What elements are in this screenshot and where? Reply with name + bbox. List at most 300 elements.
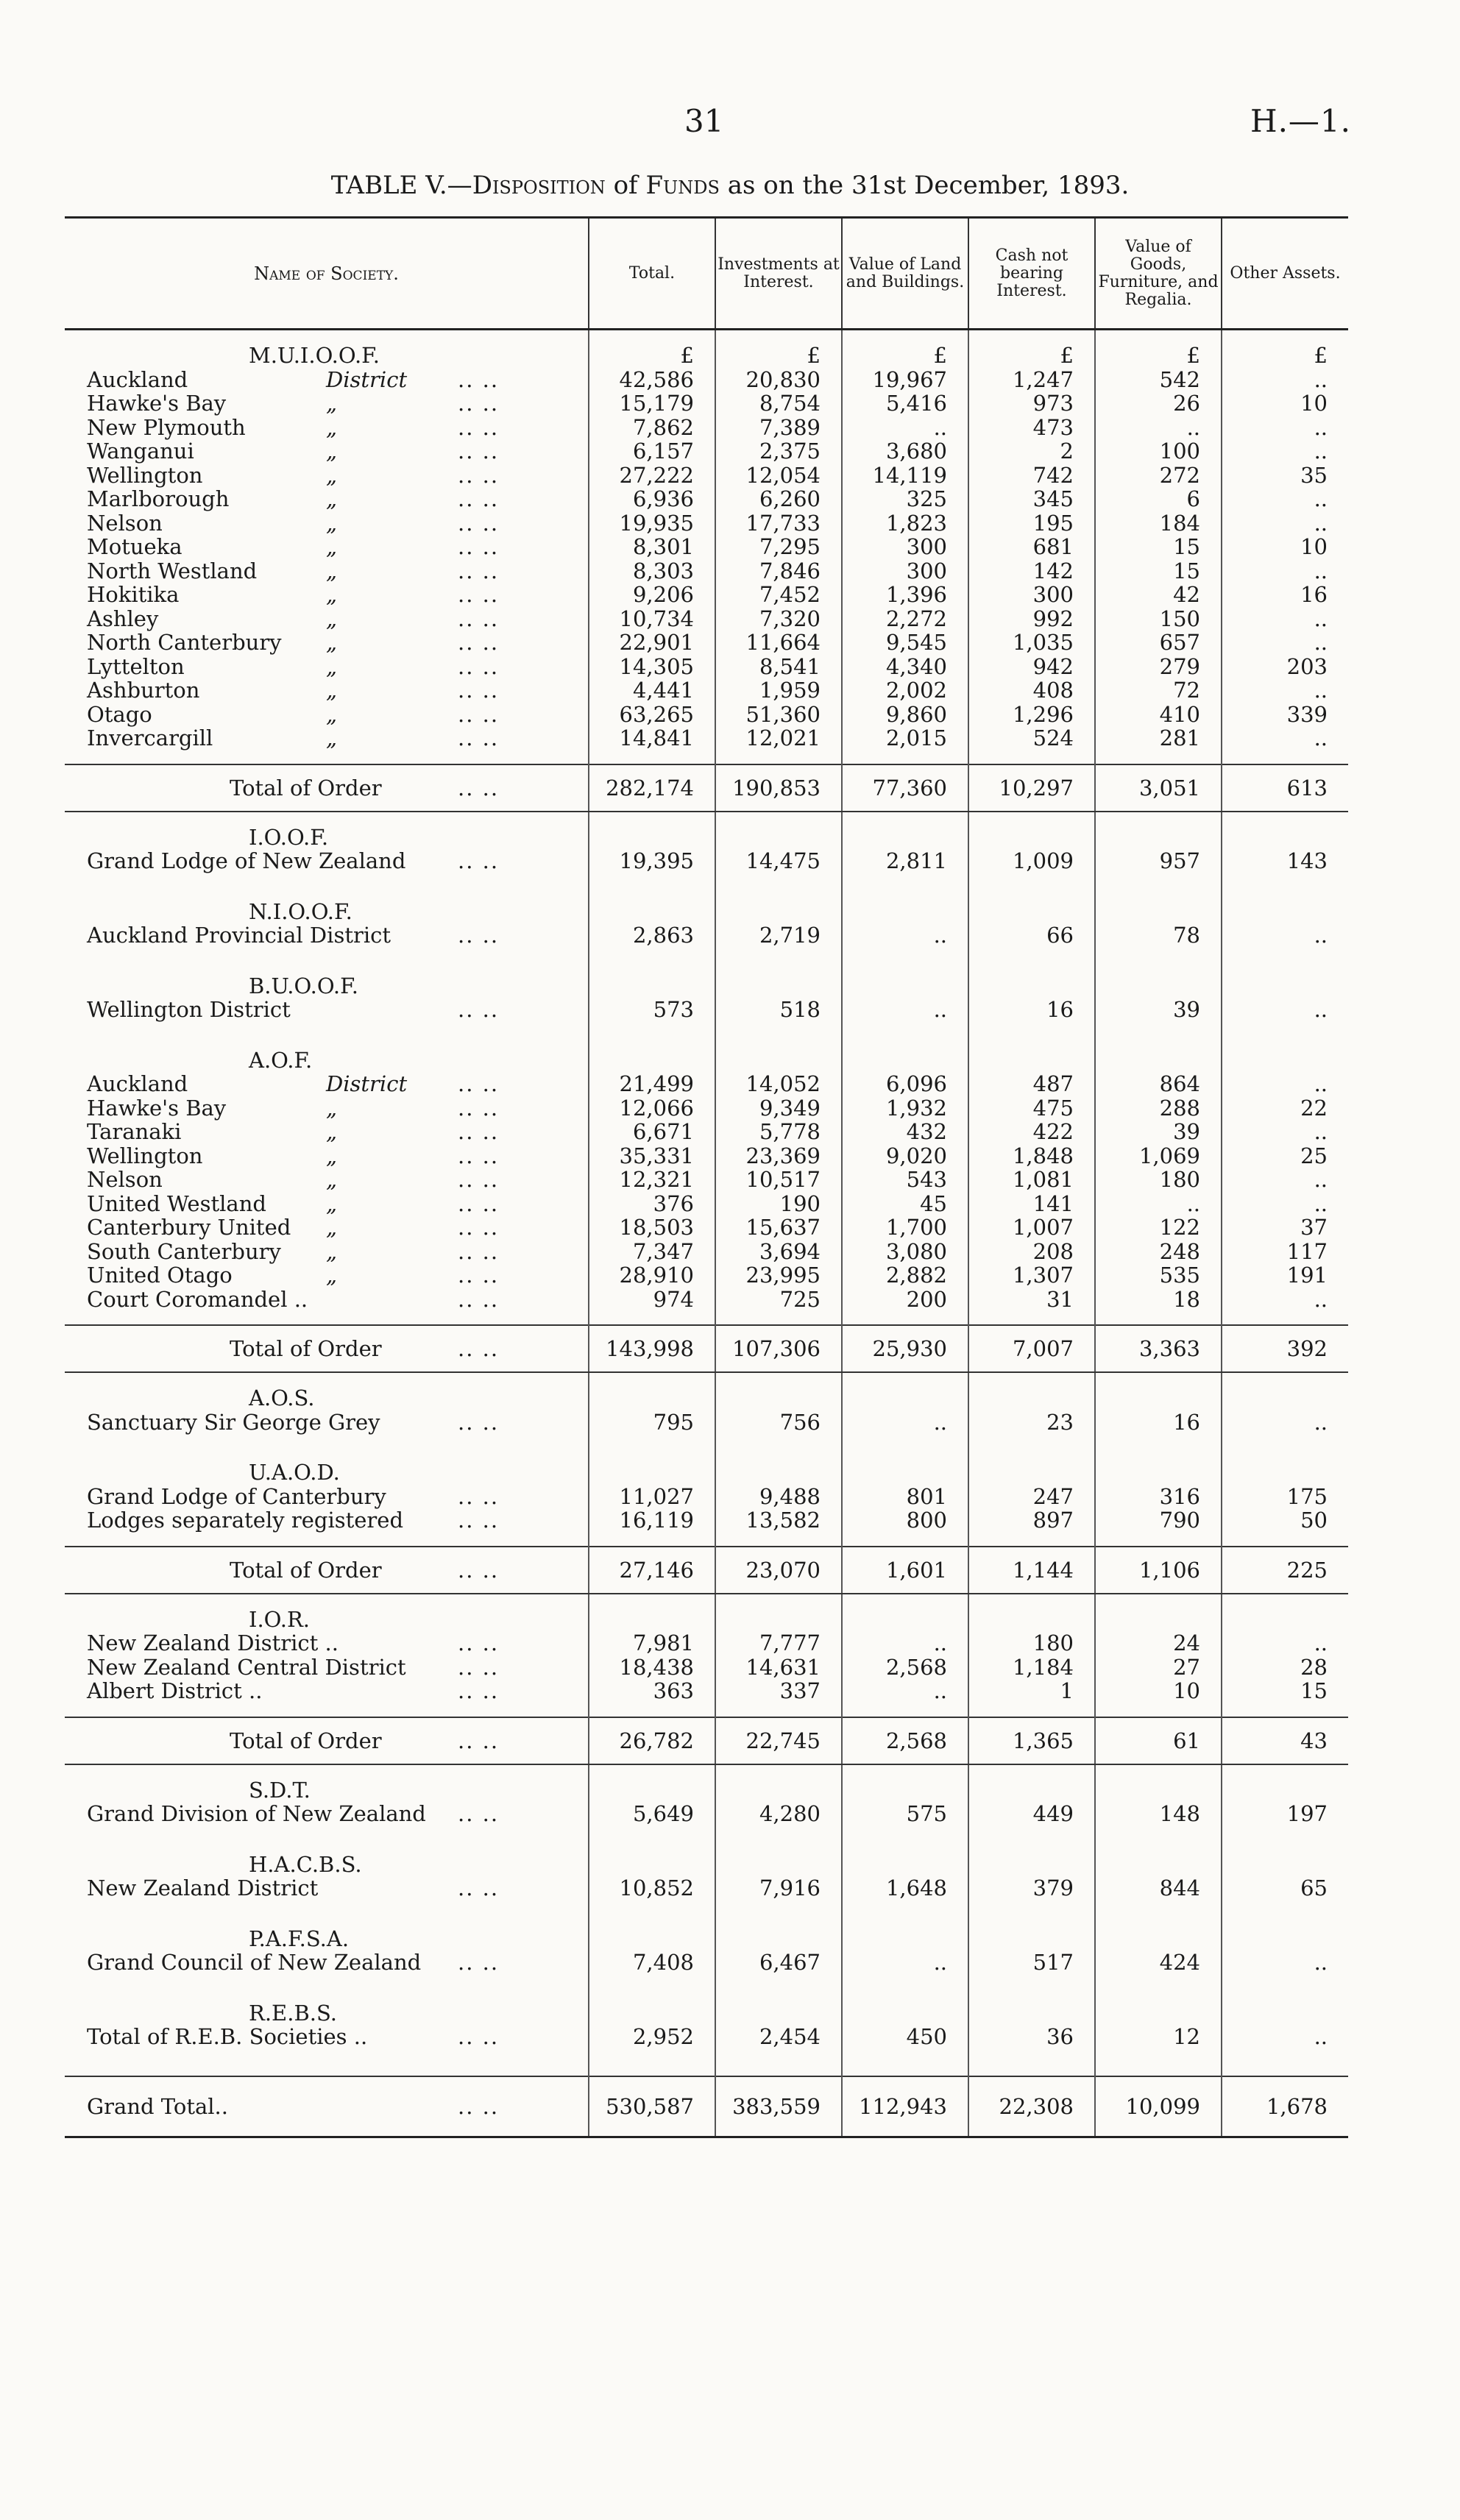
col-header-investments: Investments at Interest. — [715, 218, 842, 330]
cell-other: .. — [1222, 923, 1348, 948]
cell-cash: 31 — [968, 1288, 1095, 1312]
empty-cell — [715, 961, 842, 974]
empty-cell — [589, 1764, 715, 1778]
leader-dots: .. .. — [458, 1095, 500, 1121]
empty-cell — [968, 1703, 1095, 1717]
cell-inv: 7,777 — [715, 1631, 842, 1655]
empty-cell — [968, 1988, 1095, 2001]
cell-goods: 72 — [1095, 678, 1222, 703]
empty-cell — [1095, 1988, 1222, 2001]
empty-cell — [1222, 1460, 1348, 1485]
empty-cell — [715, 1703, 842, 1717]
cell-total: 10,734 — [589, 607, 715, 631]
cell-total: 7,347 — [589, 1240, 715, 1264]
spacer-row — [65, 2062, 1348, 2076]
cell-total: 12,066 — [589, 1096, 715, 1121]
cell-goods: 10,099 — [1095, 2076, 1222, 2137]
cell-land: 325 — [842, 487, 968, 511]
empty-cell — [968, 961, 1095, 974]
cell-goods: 281 — [1095, 726, 1222, 750]
cell-goods: 122 — [1095, 1215, 1222, 1240]
cell-other: .. — [1222, 511, 1348, 536]
empty-cell — [715, 1839, 842, 1853]
empty-cell — [1222, 961, 1348, 974]
cell-land: 19,967 — [842, 368, 968, 392]
spacer — [65, 1988, 589, 2001]
spacer-row — [65, 330, 1348, 344]
cell-total: 18,438 — [589, 1655, 715, 1680]
cell-land: 543 — [842, 1168, 968, 1192]
empty-cell — [589, 961, 715, 974]
cell-inv: 12,054 — [715, 464, 842, 488]
leader-dots: .. .. — [458, 1728, 500, 1753]
empty-cell — [715, 1434, 842, 1447]
cell-total: 18,503 — [589, 1215, 715, 1240]
leader-dots: .. .. — [458, 701, 500, 727]
cell-land: 77,360 — [842, 764, 968, 812]
empty-cell — [1222, 948, 1348, 961]
empty-cell — [842, 1764, 968, 1778]
spacer-row — [65, 1434, 1348, 1447]
empty-cell — [589, 1703, 715, 1717]
empty-cell — [589, 900, 715, 924]
empty-cell — [968, 1608, 1095, 1632]
spacer — [65, 1372, 589, 1386]
cell-inv: 7,916 — [715, 1876, 842, 1900]
cell-inv: 22,745 — [715, 1717, 842, 1764]
empty-cell — [842, 826, 968, 850]
empty-cell — [715, 1900, 842, 1914]
empty-cell — [1095, 974, 1222, 998]
row-name-cell — [65, 678, 589, 703]
empty-cell — [715, 1533, 842, 1547]
empty-cell — [1222, 1988, 1348, 2001]
row-name: Auckland Provincial District — [87, 923, 391, 948]
empty-cell — [968, 826, 1095, 850]
cell-other: .. — [1222, 439, 1348, 464]
cell-other: 65 — [1222, 1876, 1348, 1900]
leader-dots: .. .. — [458, 1654, 500, 1680]
cell-land: 800 — [842, 1508, 968, 1533]
cell-other: .. — [1222, 631, 1348, 655]
row-name-cell — [65, 726, 589, 750]
table-row — [65, 487, 1348, 511]
row-name-cell — [65, 1192, 589, 1216]
spacer — [65, 1022, 589, 1035]
col-header-goods: Value of Goods, Furniture, and Regalia. — [1095, 218, 1222, 330]
cell-other: .. — [1222, 1951, 1348, 1975]
cell-cash: 517 — [968, 1951, 1095, 1975]
empty-cell — [842, 2049, 968, 2062]
cell-total: 6,936 — [589, 487, 715, 511]
currency-symbol: £ — [842, 344, 968, 368]
section-heading-row — [65, 900, 1348, 924]
empty-cell — [1222, 1778, 1348, 1803]
cell-land: 1,648 — [842, 1876, 968, 1900]
cell-goods: 39 — [1095, 1120, 1222, 1144]
table-row — [65, 391, 1348, 416]
ditto-mark: „ — [326, 1167, 338, 1192]
table-row — [65, 1192, 1348, 1216]
cell-inv: 190 — [715, 1192, 842, 1216]
cell-total: 5,649 — [589, 1802, 715, 1826]
cell-land: .. — [842, 416, 968, 440]
spacer-row — [65, 887, 1348, 900]
cell-cash: 1,035 — [968, 631, 1095, 655]
cell-total: 2,952 — [589, 2025, 715, 2049]
empty-cell — [1095, 873, 1222, 887]
table-row — [65, 1802, 1348, 1826]
cell-land: 575 — [842, 1802, 968, 1826]
leader-dots: .. .. — [458, 1557, 500, 1583]
spacer-row — [65, 1975, 1348, 1988]
empty-cell — [715, 887, 842, 900]
funds-table — [65, 216, 1348, 2138]
leader-dots: .. .. — [458, 1286, 500, 1312]
cell-total: 19,395 — [589, 849, 715, 873]
cell-other: 143 — [1222, 849, 1348, 873]
cell-goods: 148 — [1095, 1802, 1222, 1826]
empty-cell — [1222, 1533, 1348, 1547]
empty-cell — [715, 1035, 842, 1048]
cell-inv: 756 — [715, 1410, 842, 1435]
cell-land: 1,601 — [842, 1547, 968, 1594]
empty-cell — [1222, 1048, 1348, 1073]
empty-cell — [1222, 1594, 1348, 1608]
table-row — [65, 1240, 1348, 1264]
cell-inv: 4,280 — [715, 1802, 842, 1826]
funds-table-wrapper — [65, 216, 1348, 2138]
empty-cell — [715, 1608, 842, 1632]
row-name-cell — [65, 1679, 589, 1703]
spacer — [65, 1839, 589, 1853]
cell-goods: 3,051 — [1095, 764, 1222, 812]
leader-dots: .. .. — [458, 534, 500, 559]
spacer — [65, 2049, 589, 2062]
cell-goods: 39 — [1095, 998, 1222, 1022]
empty-cell — [968, 750, 1095, 764]
cell-inv: 2,719 — [715, 923, 842, 948]
empty-cell — [1222, 826, 1348, 850]
total-label-cell — [65, 1717, 589, 1764]
empty-cell — [968, 974, 1095, 998]
empty-cell — [968, 1035, 1095, 1048]
cell-total: 35,331 — [589, 1144, 715, 1168]
table-row — [65, 607, 1348, 631]
cell-land: 801 — [842, 1485, 968, 1509]
row-name: New Zealand District — [87, 1875, 319, 1900]
leader-dots: .. .. — [458, 391, 500, 416]
empty-cell — [968, 1778, 1095, 1803]
row-name: Wellington — [87, 1143, 203, 1168]
cell-land: .. — [842, 998, 968, 1022]
leader-dots: .. .. — [458, 848, 500, 873]
empty-cell — [715, 1048, 842, 1073]
cell-inv: 7,320 — [715, 607, 842, 631]
empty-cell — [715, 2001, 842, 2026]
spacer-row — [65, 2049, 1348, 2062]
ditto-mark: „ — [326, 414, 338, 440]
row-name-cell — [65, 1485, 589, 1509]
leader-dots: .. .. — [458, 923, 500, 948]
spacer — [65, 1975, 589, 1988]
empty-cell — [1095, 961, 1222, 974]
cell-total: 22,901 — [589, 631, 715, 655]
cell-land: 9,545 — [842, 631, 968, 655]
cell-goods: 279 — [1095, 655, 1222, 679]
table-row — [65, 2025, 1348, 2049]
col-header-name: Name of Society. — [65, 218, 589, 330]
empty-cell — [968, 1927, 1095, 1951]
cell-other: 25 — [1222, 1144, 1348, 1168]
cell-cash: 973 — [968, 391, 1095, 416]
total-label: Total of Order — [230, 775, 382, 801]
cell-total: 795 — [589, 1410, 715, 1435]
cell-total: 9,206 — [589, 583, 715, 607]
table-row — [65, 1485, 1348, 1509]
empty-cell — [842, 1311, 968, 1325]
empty-cell — [1095, 1533, 1222, 1547]
cell-cash: 16 — [968, 998, 1095, 1022]
empty-cell — [1095, 826, 1222, 850]
empty-cell — [589, 1311, 715, 1325]
ditto-mark: „ — [326, 439, 338, 464]
currency-symbol: £ — [589, 344, 715, 368]
spacer — [65, 887, 589, 900]
empty-cell — [1095, 1386, 1222, 1410]
district-label: District — [326, 1071, 408, 1096]
cell-total: 573 — [589, 998, 715, 1022]
leader-dots: .. .. — [458, 1215, 500, 1240]
row-name: Wellington District — [87, 997, 291, 1022]
ditto-mark: „ — [326, 1095, 338, 1121]
row-name-cell — [65, 1120, 589, 1144]
empty-cell — [1095, 2049, 1222, 2062]
total-label: Grand Total.. — [87, 2093, 228, 2119]
cell-cash: 1,184 — [968, 1655, 1095, 1680]
ditto-mark: „ — [326, 558, 338, 583]
total-row — [65, 1547, 1348, 1594]
cell-inv: 12,021 — [715, 726, 842, 750]
empty-cell — [842, 1914, 968, 1927]
empty-cell — [1222, 1975, 1348, 1988]
ditto-mark: „ — [326, 1215, 338, 1240]
empty-cell — [1095, 1434, 1222, 1447]
cell-total: 7,862 — [589, 416, 715, 440]
row-name: Canterbury United — [87, 1215, 291, 1240]
cell-goods: 100 — [1095, 439, 1222, 464]
title-word-disposition: Disposition — [472, 171, 606, 200]
empty-cell — [968, 1853, 1095, 1877]
cell-other: 16 — [1222, 583, 1348, 607]
cell-inv: 14,631 — [715, 1655, 842, 1680]
empty-cell — [1095, 1048, 1222, 1073]
title-mid: of — [605, 171, 646, 200]
table-row — [65, 1072, 1348, 1096]
spacer — [65, 1533, 589, 1547]
empty-cell — [1095, 1826, 1222, 1839]
spacer — [65, 1594, 589, 1608]
cell-total: 2,863 — [589, 923, 715, 948]
row-name: South Canterbury — [87, 1238, 281, 1264]
section-heading: H.A.C.B.S. — [249, 1851, 362, 1877]
total-label: Total of Order — [230, 1728, 382, 1753]
leader-dots: .. .. — [458, 486, 500, 511]
table-row — [65, 1288, 1348, 1312]
cell-cash: 142 — [968, 559, 1095, 583]
cell-land: 3,080 — [842, 1240, 968, 1264]
table-row — [65, 1951, 1348, 1975]
row-name-cell — [65, 535, 589, 559]
empty-cell — [1095, 1914, 1222, 1927]
col-header-total: Total. — [589, 218, 715, 330]
spacer — [65, 1764, 589, 1778]
leader-dots: .. .. — [458, 1143, 500, 1168]
cell-goods: 844 — [1095, 1876, 1222, 1900]
row-name-cell — [65, 464, 589, 488]
cell-land: 1,823 — [842, 511, 968, 536]
table-row — [65, 1410, 1348, 1435]
empty-cell — [589, 1608, 715, 1632]
cell-inv: 7,452 — [715, 583, 842, 607]
empty-cell — [1095, 1311, 1222, 1325]
empty-cell — [1222, 1764, 1348, 1778]
page-number: 31 — [684, 103, 724, 139]
spacer — [65, 2062, 589, 2076]
empty-cell — [968, 1386, 1095, 1410]
empty-cell — [589, 2062, 715, 2076]
total-label-cell — [65, 1325, 589, 1372]
ditto-mark: „ — [326, 486, 338, 511]
empty-cell — [1095, 1460, 1222, 1485]
spacer — [65, 948, 589, 961]
cell-land: 6,096 — [842, 1072, 968, 1096]
ditto-mark: „ — [326, 653, 338, 679]
total-label-cell — [65, 1547, 589, 1594]
total-row — [65, 764, 1348, 812]
cell-land: 2,015 — [842, 726, 968, 750]
leader-dots: .. .. — [458, 1678, 500, 1703]
cell-total: 530,587 — [589, 2076, 715, 2137]
leader-dots: .. .. — [458, 462, 500, 488]
empty-cell — [842, 1826, 968, 1839]
leader-dots: .. .. — [458, 997, 500, 1022]
empty-cell — [968, 1839, 1095, 1853]
cell-cash: 487 — [968, 1072, 1095, 1096]
cell-land: .. — [842, 1410, 968, 1435]
ditto-mark: „ — [326, 510, 338, 536]
cell-cash: 1,848 — [968, 1144, 1095, 1168]
spacer-row — [65, 1372, 1348, 1386]
table-row — [65, 511, 1348, 536]
empty-cell — [1222, 812, 1348, 826]
empty-cell — [1222, 1900, 1348, 1914]
empty-cell — [589, 1460, 715, 1485]
leader-dots: .. .. — [458, 439, 500, 464]
cell-other: 22 — [1222, 1096, 1348, 1121]
empty-cell — [1222, 900, 1348, 924]
cell-goods: 248 — [1095, 1240, 1222, 1264]
empty-cell — [715, 1778, 842, 1803]
row-name-cell — [65, 1410, 589, 1435]
cell-cash: 1,296 — [968, 703, 1095, 727]
cell-other: 613 — [1222, 764, 1348, 812]
leader-dots: .. .. — [458, 1409, 500, 1435]
row-name: Lodges separately registered — [87, 1508, 404, 1533]
cell-total: 7,408 — [589, 1951, 715, 1975]
cell-cash: 36 — [968, 2025, 1095, 2049]
empty-cell — [968, 2049, 1095, 2062]
empty-cell — [1222, 1826, 1348, 1839]
row-name: Hokitika — [87, 582, 180, 607]
empty-cell — [968, 1900, 1095, 1914]
row-name: Wellington — [87, 462, 203, 488]
total-row — [65, 1325, 1348, 1372]
row-name: Otago — [87, 701, 152, 727]
empty-cell — [842, 1900, 968, 1914]
empty-cell — [589, 1988, 715, 2001]
empty-cell — [842, 1434, 968, 1447]
ditto-mark: „ — [326, 630, 338, 655]
cell-inv: 107,306 — [715, 1325, 842, 1372]
cell-land: 2,568 — [842, 1655, 968, 1680]
row-name: Grand Council of New Zealand — [87, 1950, 422, 1975]
cell-other: .. — [1222, 1631, 1348, 1655]
empty-cell — [715, 1022, 842, 1035]
row-name-cell — [65, 1876, 589, 1900]
cell-goods: 10 — [1095, 1679, 1222, 1703]
empty-cell — [968, 1914, 1095, 1927]
row-name-cell — [65, 849, 589, 873]
cell-goods: 1,106 — [1095, 1547, 1222, 1594]
cell-cash: 681 — [968, 535, 1095, 559]
title-prefix: TABLE V.— — [330, 171, 472, 200]
cell-total: 14,841 — [589, 726, 715, 750]
table-row — [65, 849, 1348, 873]
empty-cell — [1222, 1839, 1348, 1853]
empty-cell — [1095, 900, 1222, 924]
cell-total: 4,441 — [589, 678, 715, 703]
empty-cell — [1222, 1608, 1348, 1632]
empty-cell — [715, 974, 842, 998]
cell-inv: 8,541 — [715, 655, 842, 679]
cell-cash: 408 — [968, 678, 1095, 703]
cell-other: .. — [1222, 1288, 1348, 1312]
spacer — [65, 750, 589, 764]
cell-other: .. — [1222, 416, 1348, 440]
empty-cell — [1095, 1900, 1222, 1914]
district-label: District — [326, 366, 408, 392]
empty-cell — [842, 961, 968, 974]
row-name: Total of R.E.B. Societies .. — [87, 2024, 368, 2049]
empty-cell — [842, 1022, 968, 1035]
spacer-row — [65, 812, 1348, 826]
empty-cell — [1222, 974, 1348, 998]
empty-cell — [715, 948, 842, 961]
cell-other: .. — [1222, 559, 1348, 583]
cell-cash: 195 — [968, 511, 1095, 536]
leader-dots: .. .. — [458, 582, 500, 607]
row-name-cell — [65, 923, 589, 948]
leader-dots: .. .. — [458, 1508, 500, 1533]
empty-cell — [1095, 2001, 1222, 2026]
cell-cash: 208 — [968, 1240, 1095, 1264]
spacer-row — [65, 1594, 1348, 1608]
row-name: New Zealand District .. — [87, 1630, 339, 1655]
empty-cell — [1095, 1975, 1222, 1988]
empty-cell — [968, 900, 1095, 924]
cell-other: 392 — [1222, 1325, 1348, 1372]
